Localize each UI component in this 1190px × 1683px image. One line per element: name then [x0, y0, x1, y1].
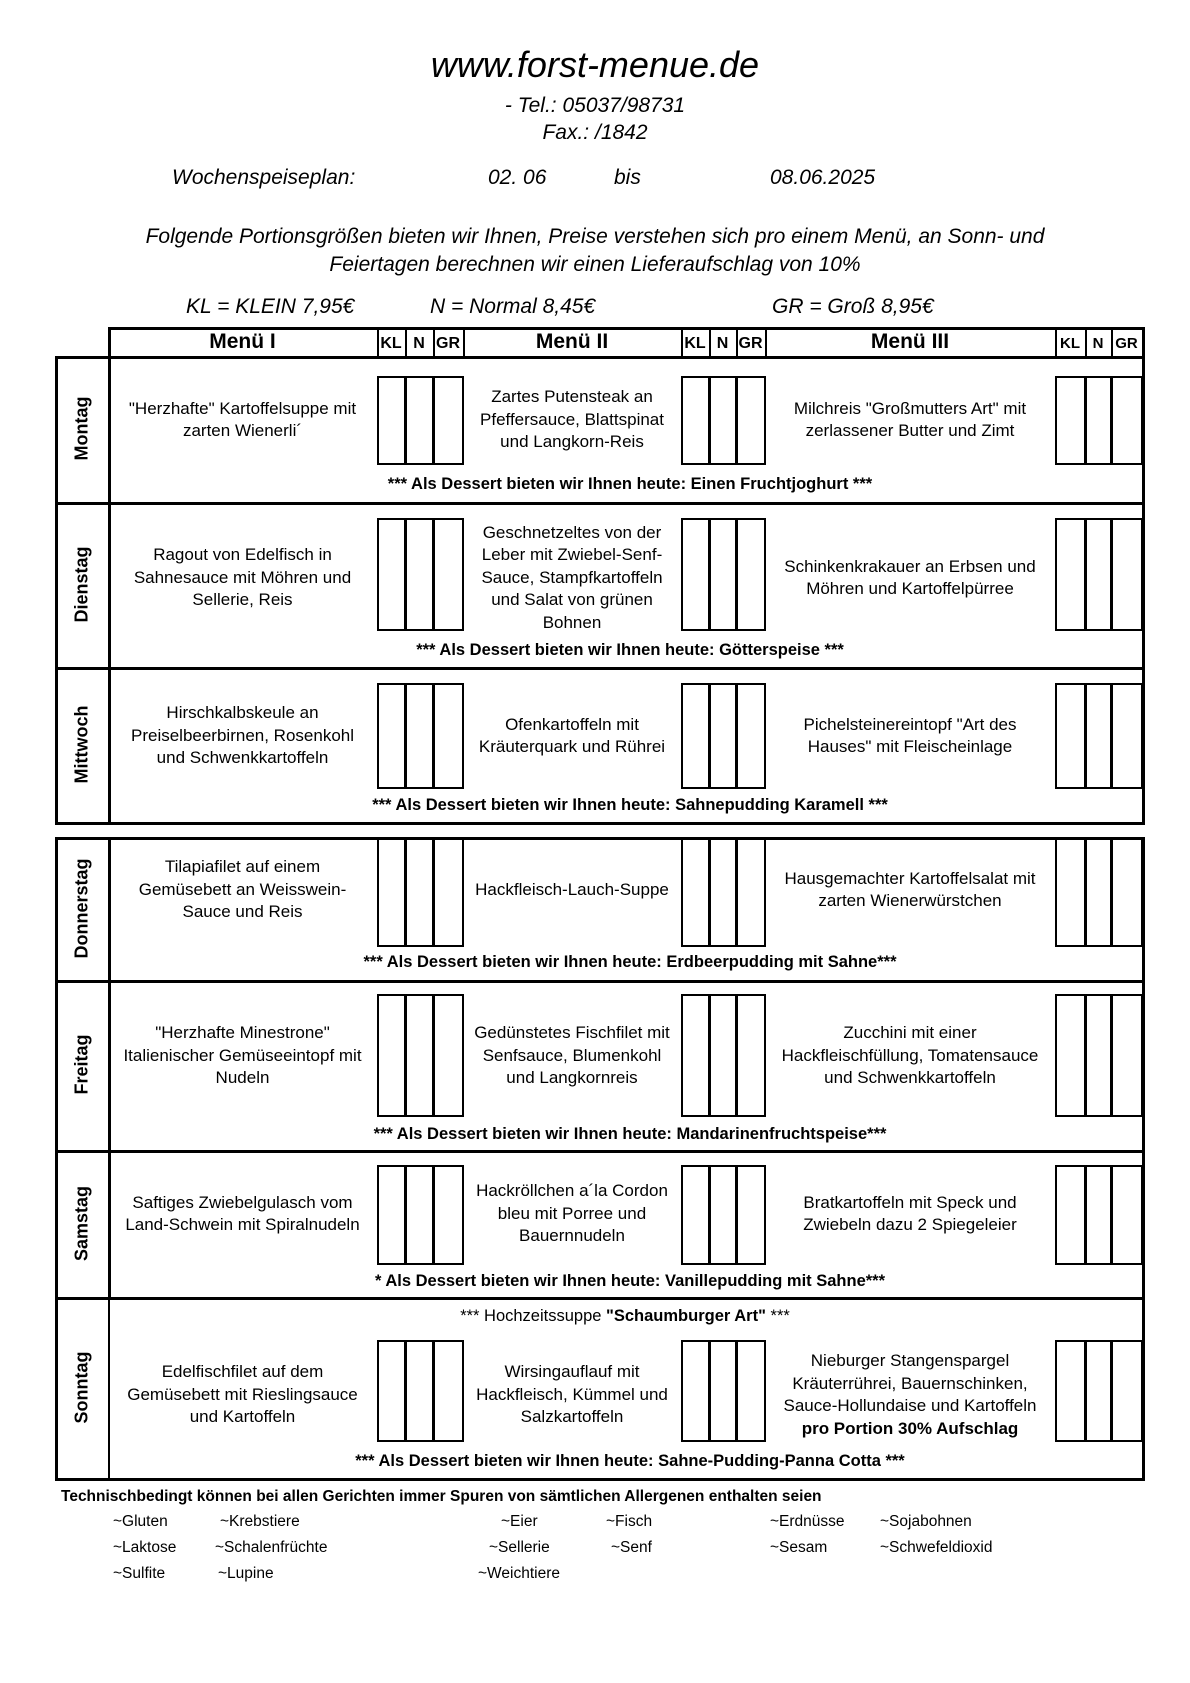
order-box-donnerstag-menu2-kl[interactable]: [681, 838, 710, 947]
order-box-mittwoch-menu1-gr[interactable]: [433, 683, 464, 789]
order-box-dienstag-menu1-gr[interactable]: [433, 518, 464, 631]
day-label-sonntag: Sonntag: [71, 1351, 91, 1423]
dish-montag-menu2: Zartes Putensteak an Pfeffersauce, Blattspinat und Langkorn-Reis: [480, 387, 664, 452]
dish-freitag-menu2: Gedünstetes Fischfilet mit Senfsauce, Blumenkohl und Langkornreis: [474, 1023, 670, 1088]
allergen-fisch: ~Fisch: [606, 1513, 653, 1530]
header-gr-2: GR: [738, 335, 763, 352]
order-box-sonntag-menu3-gr[interactable]: [1111, 1340, 1143, 1442]
order-box-sonntag-menu2-gr[interactable]: [736, 1340, 766, 1442]
header-kl-1: KL: [380, 335, 402, 352]
order-box-donnerstag-menu2-gr[interactable]: [736, 838, 766, 947]
order-box-freitag-menu3-n[interactable]: [1085, 994, 1112, 1117]
order-box-sonntag-menu2-n[interactable]: [709, 1340, 737, 1442]
dish-montag-menu3: Milchreis "Großmutters Art" mit zerlassener Butter und Zimt: [793, 398, 1027, 440]
dessert-mittwoch: *** Als Dessert bieten wir Ihnen heute: Sahnepudding Karamell ***: [372, 796, 888, 814]
header-kl-2: KL: [684, 335, 706, 352]
header-n-2: N: [716, 335, 729, 352]
order-box-dienstag-menu2-kl[interactable]: [681, 518, 710, 631]
order-box-donnerstag-menu1-n[interactable]: [405, 838, 434, 947]
day-label-freitag: Freitag: [71, 1034, 91, 1095]
order-box-samstag-menu1-gr[interactable]: [433, 1165, 464, 1265]
allergen-schalenfruechte: ~Schalenfrüchte: [215, 1539, 328, 1556]
order-box-donnerstag-menu1-gr[interactable]: [433, 838, 464, 947]
allergen-sulfite: ~Sulfite: [113, 1565, 166, 1582]
header-gr-3: GR: [1115, 335, 1138, 352]
dish-donnerstag-menu2: Hackfleisch-Lauch-Suppe: [475, 879, 669, 899]
price-normal: N = Normal 8,45€: [430, 295, 596, 318]
allergen-weichtiere: ~Weichtiere: [478, 1565, 560, 1582]
soup-name: "Schaumburger Art": [606, 1307, 766, 1325]
allergen-erdnuesse: ~Erdnüsse: [770, 1513, 845, 1530]
plan-label: Wochenspeiseplan:: [172, 166, 356, 189]
order-box-sonntag-menu3-kl[interactable]: [1055, 1340, 1086, 1442]
dessert-donnerstag: *** Als Dessert bieten wir Ihnen heute: Erdbeerpudding mit Sahne***: [363, 953, 897, 971]
order-box-freitag-menu1-n[interactable]: [405, 994, 434, 1117]
allergen-laktose: ~Laktose: [113, 1539, 177, 1556]
allergen-note: Technischbedingt können bei allen Gerichten immer Spuren von sämtlichen Allergenen enthalten seien: [61, 1488, 822, 1505]
website-title: www.forst-menue.de: [430, 44, 760, 85]
date-bis: bis: [614, 166, 641, 189]
dessert-sonntag: *** Als Dessert bieten wir Ihnen heute: Sahne-Pudding-Panna Cotta ***: [355, 1452, 905, 1470]
allergen-lupine: ~Lupine: [218, 1565, 274, 1582]
dish-freitag-menu3: Zucchini mit einer Hackfleischfüllung, Tomatensauce und Schwenkkartoffeln: [781, 1023, 1039, 1088]
order-box-dienstag-menu3-n[interactable]: [1085, 518, 1112, 631]
order-box-dienstag-menu3-kl[interactable]: [1055, 518, 1086, 631]
order-box-samstag-menu3-n[interactable]: [1085, 1165, 1112, 1265]
day-label-samstag: Samstag: [71, 1185, 91, 1261]
dish-samstag-menu3: Bratkartoffeln mit Speck und Zwiebeln dazu 2 Spiegeleier: [803, 1192, 1017, 1234]
order-box-donnerstag-menu1-kl[interactable]: [377, 838, 406, 947]
order-box-montag-menu3-n[interactable]: [1085, 376, 1112, 465]
order-box-dienstag-menu1-n[interactable]: [405, 518, 434, 631]
order-box-freitag-menu2-gr[interactable]: [736, 994, 766, 1117]
order-box-freitag-menu2-kl[interactable]: [681, 994, 710, 1117]
order-box-donnerstag-menu2-n[interactable]: [709, 838, 737, 947]
order-box-sonntag-menu1-n[interactable]: [405, 1340, 434, 1442]
dish-dienstag-menu2: Geschnetzeltes von der Leber mit Zwiebel-Senf- Sauce, Stampfkartoffeln und Salat von grünen Bohnen: [481, 522, 663, 632]
header-menu-3: Menü III: [870, 330, 950, 353]
order-box-montag-menu2-gr[interactable]: [736, 376, 766, 465]
allergen-krebstiere: ~Krebstiere: [220, 1513, 300, 1530]
order-box-donnerstag-menu3-kl[interactable]: [1055, 838, 1086, 947]
price-gross: GR = Groß 8,95€: [772, 295, 934, 318]
dessert-samstag: * Als Dessert bieten wir Ihnen heute: Vanillepudding mit Sahne***: [374, 1272, 886, 1290]
order-box-dienstag-menu3-gr[interactable]: [1111, 518, 1143, 631]
order-box-donnerstag-menu3-n[interactable]: [1085, 838, 1112, 947]
order-box-freitag-menu1-gr[interactable]: [433, 994, 464, 1117]
header-gr-1: GR: [436, 335, 460, 352]
order-box-freitag-menu3-gr[interactable]: [1111, 994, 1143, 1117]
order-box-freitag-menu2-n[interactable]: [709, 994, 737, 1117]
order-box-mittwoch-menu2-n[interactable]: [709, 683, 737, 789]
dish-samstag-menu1: Saftiges Zwiebelgulasch vom Land-Schwein mit Spiralnudeln: [125, 1192, 360, 1234]
order-box-dienstag-menu1-kl[interactable]: [377, 518, 406, 631]
fax: Fax.: /1842: [542, 121, 648, 144]
dish-montag-menu1: "Herzhafte" Kartoffelsuppe mit zarten Wienerli´: [128, 398, 357, 440]
order-box-montag-menu1-gr[interactable]: [433, 376, 464, 465]
order-box-sonntag-menu1-gr[interactable]: [433, 1340, 464, 1442]
soup-prefix: *** Hochzeitssuppe: [460, 1307, 607, 1325]
order-box-samstag-menu2-gr[interactable]: [736, 1165, 766, 1265]
intro-line-1: Folgende Portionsgrößen bieten wir Ihnen, Preise verstehen sich pro einem Menü, an Sonn- und: [145, 225, 1045, 248]
dish-donnerstag-menu1: Tilapiafilet auf einem Gemüsebett an Weisswein- Sauce und Reis: [138, 857, 347, 922]
header-menu-2: Menü II: [535, 330, 609, 353]
order-box-sonntag-menu3-n[interactable]: [1085, 1340, 1112, 1442]
order-box-sonntag-menu1-kl[interactable]: [377, 1340, 406, 1442]
order-box-mittwoch-menu2-kl[interactable]: [681, 683, 710, 789]
header-kl-3: KL: [1060, 335, 1080, 352]
dish-donnerstag-menu3: Hausgemachter Kartoffelsalat mit zarten Wienerwürstchen: [784, 868, 1036, 910]
order-box-samstag-menu2-n[interactable]: [709, 1165, 737, 1265]
soup-line-sonntag: [110, 1307, 1140, 1326]
order-box-mittwoch-menu1-kl[interactable]: [377, 683, 406, 789]
order-box-montag-menu3-gr[interactable]: [1111, 376, 1143, 465]
allergen-schwefeldioxid: ~Schwefeldioxid: [880, 1539, 993, 1556]
order-box-freitag-menu3-kl[interactable]: [1055, 994, 1086, 1117]
day-label-donnerstag: Donnerstag: [71, 858, 91, 959]
order-box-freitag-menu1-kl[interactable]: [377, 994, 406, 1117]
day-label-dienstag: Dienstag: [71, 545, 91, 623]
header-menu-1: Menü I: [209, 330, 276, 353]
order-box-dienstag-menu2-gr[interactable]: [736, 518, 766, 631]
dish-mittwoch-menu2: Ofenkartoffeln mit Kräuterquark und Rührei: [478, 714, 666, 756]
allergen-sesam: ~Sesam: [770, 1539, 828, 1556]
soup-suffix: ***: [765, 1307, 790, 1325]
order-box-montag-menu3-kl[interactable]: [1055, 376, 1086, 465]
order-box-montag-menu2-kl[interactable]: [681, 376, 710, 465]
dish-freitag-menu1: "Herzhafte Minestrone" Italienischer Gemüseeintopf mit Nudeln: [123, 1023, 362, 1088]
dish-sonntag-menu3-surcharge: pro Portion 30% Aufschlag: [801, 1418, 1019, 1438]
order-box-mittwoch-menu3-gr[interactable]: [1111, 683, 1143, 789]
dish-mittwoch-menu3: Pichelsteinereintopf "Art des Hauses" mit Fleischeinlage: [803, 714, 1017, 756]
dessert-montag: *** Als Dessert bieten wir Ihnen heute: Einen Fruchtjoghurt ***: [387, 475, 873, 493]
order-box-dienstag-menu2-n[interactable]: [709, 518, 737, 631]
order-box-montag-menu1-kl[interactable]: [377, 376, 406, 465]
day-label-montag: Montag: [71, 396, 91, 461]
order-box-samstag-menu2-kl[interactable]: [681, 1165, 710, 1265]
order-box-mittwoch-menu3-n[interactable]: [1085, 683, 1112, 789]
allergen-sojabohnen: ~Sojabohnen: [880, 1513, 972, 1530]
dish-dienstag-menu1: Ragout von Edelfisch in Sahnesauce mit Möhren und Sellerie, Reis: [133, 545, 352, 610]
dish-dienstag-menu3: Schinkenkrakauer an Erbsen und Möhren und Kartoffelpürree: [784, 556, 1036, 598]
allergen-gluten: ~Gluten: [113, 1513, 168, 1530]
order-box-montag-menu1-n[interactable]: [405, 376, 434, 465]
intro-line-2: Feiertagen berechnen wir einen Lieferaufschlag von 10%: [329, 253, 861, 276]
telephone: - Tel.: 05037/98731: [504, 94, 686, 117]
dish-sonntag-menu1: Edelfischfilet auf dem Gemüsebett mit Rieslingsauce und Kartoffeln: [127, 1362, 358, 1427]
dish-samstag-menu2: Hackröllchen a´la Cordon bleu mit Porree und Bauernnudeln: [476, 1181, 668, 1246]
order-box-montag-menu2-n[interactable]: [709, 376, 737, 465]
header-n-3: N: [1092, 335, 1104, 352]
allergen-sellerie: ~Sellerie: [489, 1539, 550, 1556]
order-box-samstag-menu1-kl[interactable]: [377, 1165, 406, 1265]
header-n-1: N: [413, 335, 425, 352]
dessert-dienstag: *** Als Dessert bieten wir Ihnen heute: Götterspeise ***: [416, 641, 844, 659]
dish-sonntag-menu2: Wirsingauflauf mit Hackfleisch, Kümmel und Salzkartoffeln: [476, 1362, 668, 1427]
order-box-samstag-menu3-kl[interactable]: [1055, 1165, 1086, 1265]
order-box-mittwoch-menu2-gr[interactable]: [736, 683, 766, 789]
order-box-mittwoch-menu3-kl[interactable]: [1055, 683, 1086, 789]
order-box-sonntag-menu2-kl[interactable]: [681, 1340, 710, 1442]
order-box-mittwoch-menu1-n[interactable]: [405, 683, 434, 789]
date-from: 02. 06: [488, 166, 547, 189]
order-box-samstag-menu3-gr[interactable]: [1111, 1165, 1143, 1265]
price-klein: KL = KLEIN 7,95€: [186, 295, 355, 318]
dish-mittwoch-menu1: Hirschkalbskeule an Preiselbeerbirnen, Rosenkohl und Schwenkkartoffeln: [130, 703, 355, 768]
day-label-mittwoch: Mittwoch: [71, 705, 91, 783]
order-box-donnerstag-menu3-gr[interactable]: [1111, 838, 1143, 947]
dessert-freitag: *** Als Dessert bieten wir Ihnen heute: Mandarinenfruchtspeise***: [373, 1125, 887, 1143]
order-box-samstag-menu1-n[interactable]: [405, 1165, 434, 1265]
allergen-eier: ~Eier: [501, 1513, 538, 1530]
dish-sonntag-menu3: Nieburger Stangenspargel Kräuterrührei, Bauernschinken, Sauce-Hollundaise und Kartoffeln pro Portion 30% Aufschlag: [783, 1351, 1037, 1438]
date-to: 08.06.2025: [770, 166, 876, 189]
allergen-senf: ~Senf: [611, 1539, 652, 1556]
